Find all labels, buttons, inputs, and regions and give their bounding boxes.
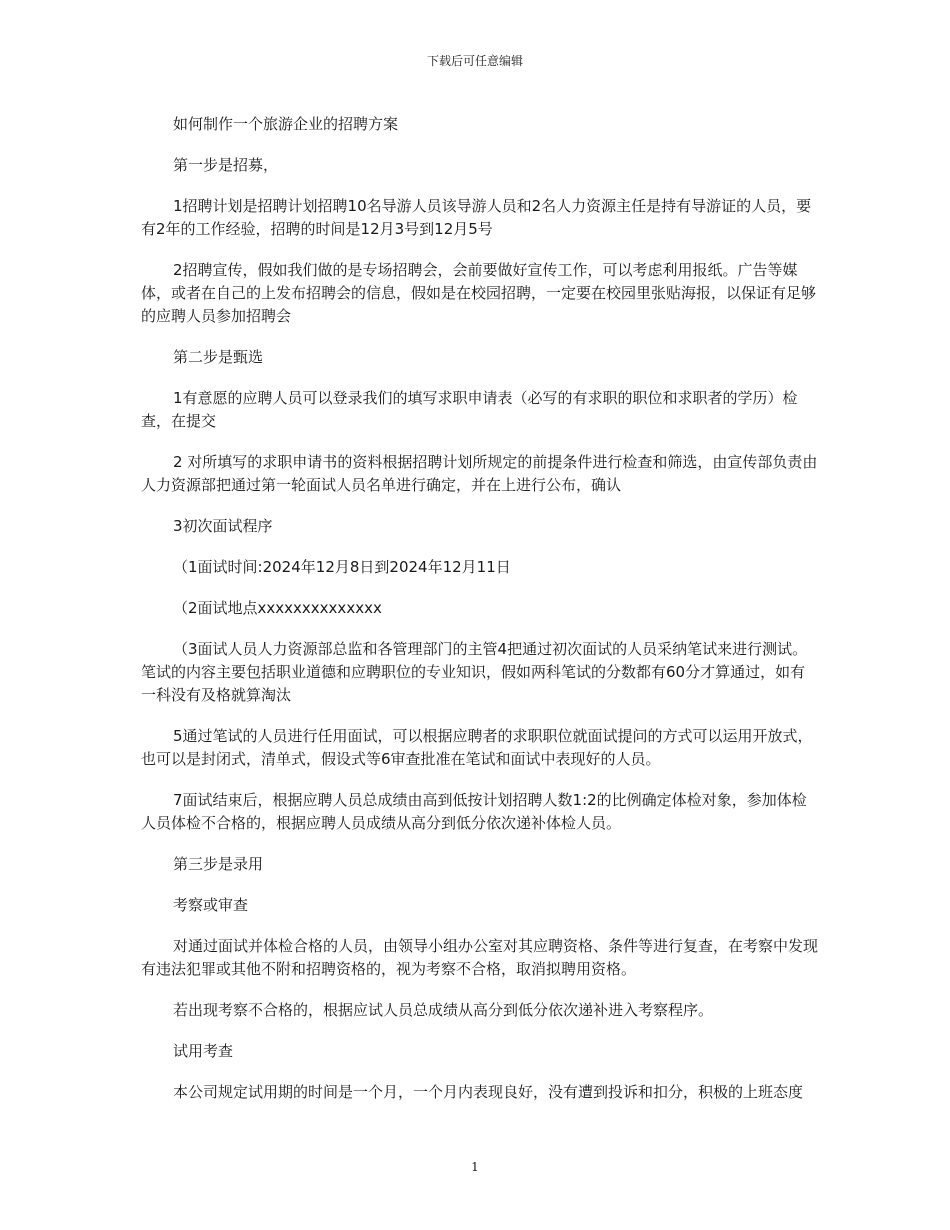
section-heading-step-3: 第三步是录用 <box>173 855 264 873</box>
paragraph-probation-period: 本公司规定试用期的时间是一个月，一个月内表现良好，没有遭到投诉和扣分，积极的上班态度 <box>173 1083 804 1101</box>
section-heading-step-1: 第一步是招募， <box>173 156 279 174</box>
paragraph-recruitment-plan: 1招聘计划是招聘计划招聘10名导游人员该导游人员和2名人力资源主任是持有导游证的人员，要有2年的工作经验，招聘的时间是12月3号到12月5号 <box>141 197 812 238</box>
paragraph-review: 对通过面试并体检合格的人员，由领导小组办公室对其应聘资格、条件等进行复查，在考察中发现有违法犯罪或其他不附和招聘资格的，视为考察不合格，取消拟聘用资格。 <box>141 937 819 978</box>
paragraph-screening: 2 对所填写的求职申请书的资料根据招聘计划所规定的前提条件进行检查和筛选，由宣传部负责由人力资源部把通过第一轮面试人员名单进行确定，并在上进行公布，确认 <box>141 453 818 494</box>
subheading-probation: 试用考查 <box>173 1042 234 1060</box>
document-body <box>141 113 819 1122</box>
page-number: 1 <box>471 1160 479 1174</box>
paragraph-application-form: 1有意愿的应聘人员可以登录我们的填写求职申请表（必写的有求职的职位和求职者的学历）检查，在提交 <box>141 389 798 430</box>
paragraph-medical-exam: 7面试结束后，根据应聘人员总成绩由高到低按计划招聘人数1:2的比例确定体检对象，参加体检人员体检不合格的，根据应聘人员成绩从高分到低分依次递补体检人员。 <box>141 791 807 832</box>
subheading-inspection: 考察或审查 <box>173 896 249 914</box>
paragraph-interview-location: （2面试地点xxxxxxxxxxxxxx <box>173 599 382 617</box>
document-title: 如何制作一个旅游企业的招聘方案 <box>173 115 399 133</box>
paragraph-replacement: 若出现考察不合格的，根据应试人员总成绩从高分到低分依次递补进入考察程序。 <box>173 1001 714 1019</box>
section-heading-step-2: 第二步是甄选 <box>173 348 264 366</box>
page-header: 下载后可任意编辑 <box>426 54 523 68</box>
paragraph-recruitment-publicity: 2招聘宣传，假如我们做的是专场招聘会，会前要做好宣传工作，可以考虑利用报纸。广告等媒体，或者在自己的上发布招聘会的信息，假如是在校园招聘，一定要在校园里张贴海报，以保证有足够的应聘人员参加招聘会 <box>141 261 817 325</box>
paragraph-interview-time: （1面试时间:2024年12月8日到2024年12月11日 <box>173 558 511 576</box>
subheading-initial-interview: 3初次面试程序 <box>173 517 273 535</box>
paragraph-interviewers-written-test: （3面试人员人力资源部总监和各管理部门的主管4把通过初次面试的人员采纳笔试来进行测试。笔试的内容主要包括职业道德和应聘职位的专业知识，假如两科笔试的分数都有60分才算通过，如有一科没有及格就算淘汰 <box>141 640 808 704</box>
paragraph-employment-interview: 5通过笔试的人员进行任用面试，可以根据应聘者的求职职位就面试提问的方式可以运用开放式，也可以是封闭式，清单式，假设式等6审查批准在笔试和面试中表现好的人员。 <box>141 727 813 768</box>
